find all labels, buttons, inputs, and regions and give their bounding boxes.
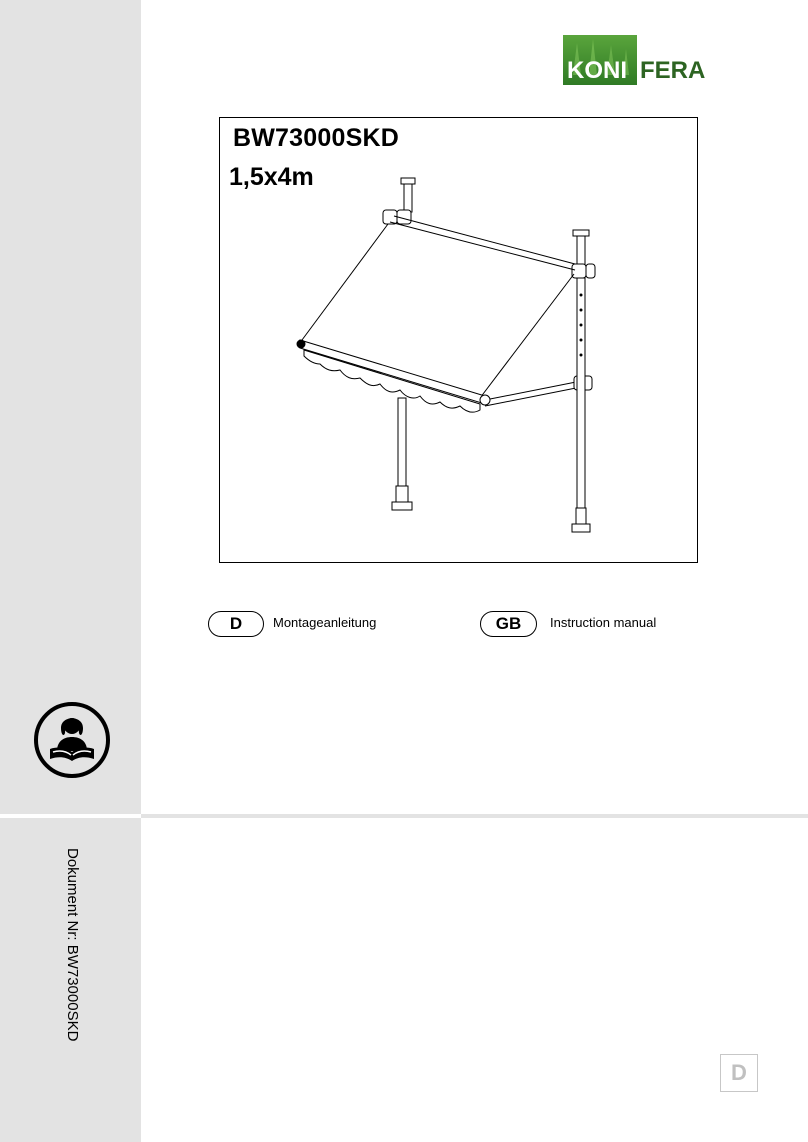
logo-text-koni: KONI <box>567 57 627 84</box>
page-language-badge: D <box>720 1054 758 1092</box>
language-badge-d: D <box>208 611 264 637</box>
language-badge-gb: GB <box>480 611 537 637</box>
language-label-en: Instruction manual <box>550 615 657 630</box>
read-manual-icon <box>33 701 111 779</box>
product-size: 1,5x4m <box>229 163 314 191</box>
awning-illustration <box>290 170 610 550</box>
konifera-logo <box>563 35 705 85</box>
product-model: BW73000SKD <box>233 124 399 152</box>
logo-text-fera: FERA <box>640 57 705 84</box>
language-label-de: Montageanleitung <box>273 615 377 630</box>
document-number-text: Dokument Nr: BW73000SKD <box>64 848 81 1042</box>
sidebar-divider <box>0 814 141 818</box>
